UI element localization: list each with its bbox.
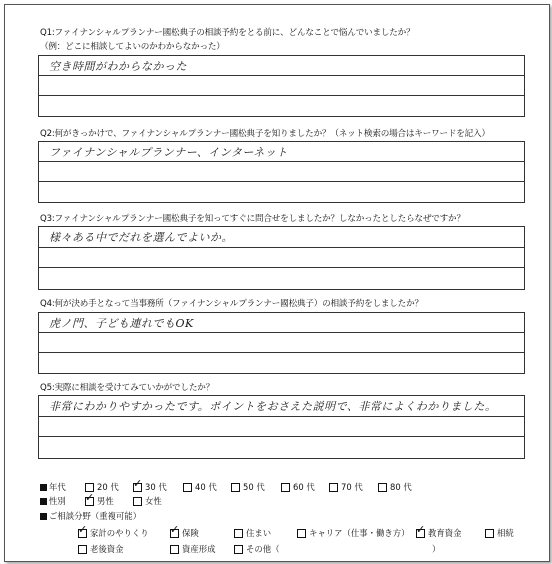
checkbox-icon[interactable]: [170, 545, 179, 554]
fields-row: [40, 510, 141, 522]
field-option-inheritance[interactable]: 相続: [485, 527, 514, 539]
checkbox-icon[interactable]: [378, 483, 387, 492]
q2-answer: ファイナンシャルプランナー、インターネット: [49, 146, 288, 159]
checkbox-icon[interactable]: [133, 497, 142, 506]
checkbox-checked-icon[interactable]: [170, 529, 179, 538]
gender-row: [40, 495, 66, 507]
q3-answer-box: [38, 226, 525, 290]
checkbox-icon[interactable]: [297, 529, 306, 538]
q4-answer: 虎ノ門、子ども連れでもOK: [49, 317, 194, 330]
field-option-assets[interactable]: 資産形成: [170, 543, 216, 555]
q1-example: （例：どこに相談してよいのかわからなかった）: [40, 42, 225, 52]
q2-answer-box: [38, 141, 525, 203]
checkbox-icon[interactable]: [231, 483, 240, 492]
age-option-80[interactable]: 80 代: [378, 481, 412, 493]
age-option-40[interactable]: 40 代: [183, 481, 217, 493]
field-option-retirement[interactable]: 老後資金: [78, 543, 124, 555]
field-option-insurance[interactable]: ✓ 保険: [170, 527, 199, 539]
field-option-household[interactable]: ✓家計のやりくり: [78, 527, 149, 539]
checkbox-checked-icon[interactable]: [416, 529, 425, 538]
checkbox-icon[interactable]: [78, 545, 87, 554]
age-label: 年代: [49, 482, 66, 492]
q5-question: Q5:実際に相談を受けてみていかがでしたか？: [40, 383, 215, 393]
gender-label: 性別: [49, 496, 66, 506]
q3-answer: 様々ある中でだれを選んでよいか。: [49, 231, 233, 244]
gender-option-female[interactable]: 女性: [133, 495, 162, 507]
q1-answer: 空き時間がわからなかった: [49, 60, 187, 73]
checkbox-checked-icon[interactable]: [85, 497, 94, 506]
gender-option-male[interactable]: ✓ 男性: [85, 495, 114, 507]
q2-question: Q2:何がきっかけで、ファイナンシャルプランナー國松典子を知りましたか？（ネット検索の場合はキーワードを記入）: [40, 129, 490, 139]
field-option-career[interactable]: キャリア（仕事・働き方）: [297, 527, 410, 539]
age-option-70[interactable]: 70 代: [329, 481, 363, 493]
field-option-education[interactable]: ✓ 教育資金: [416, 527, 462, 539]
bullet-square-icon: [40, 498, 47, 505]
fields-label: ご相談分野（重複可能）: [49, 511, 142, 521]
q3-question: Q3:ファイナンシャルプランナー國松典子を知ってすぐに問合せをしましたか？しなかったとしたらなぜですか？: [40, 214, 465, 224]
q4-question: Q4:何が決め手となって当事務所（ファイナンシャルプランナー國松典子）の相談予約をしましたか？: [40, 299, 423, 309]
field-other-closing-paren: ）: [432, 544, 441, 554]
checkbox-icon[interactable]: [183, 483, 192, 492]
age-option-30[interactable]: ✓ 30 代: [133, 481, 167, 493]
age-option-20[interactable]: 20 代: [85, 481, 119, 493]
q4-answer-box: [38, 312, 525, 374]
checkbox-icon[interactable]: [281, 483, 290, 492]
checkbox-icon[interactable]: [234, 529, 243, 538]
checkbox-icon[interactable]: [234, 545, 243, 554]
q5-answer-box: [38, 395, 525, 459]
checkbox-checked-icon[interactable]: [133, 483, 142, 492]
age-row: [40, 481, 66, 493]
age-option-60[interactable]: 60 代: [281, 481, 315, 493]
checkbox-icon[interactable]: [485, 529, 494, 538]
q5-answer: 非常にわかりやすかったです。ポイントをおさえた説明で、非常によくわかりました。: [49, 400, 497, 413]
checkbox-icon[interactable]: [329, 483, 338, 492]
field-option-housing[interactable]: 住まい: [234, 527, 271, 539]
q1-answer-box: [38, 55, 525, 117]
bullet-square-icon: [40, 513, 47, 520]
q1-question: Q1:ファイナンシャルプランナー國松典子の相談予約をとる前に、どんなことで悩んでいましたか？: [40, 28, 415, 38]
checkbox-checked-icon[interactable]: [78, 529, 87, 538]
field-option-other[interactable]: その他（: [234, 543, 280, 555]
age-option-50[interactable]: 50 代: [231, 481, 265, 493]
bullet-square-icon: [40, 484, 47, 491]
